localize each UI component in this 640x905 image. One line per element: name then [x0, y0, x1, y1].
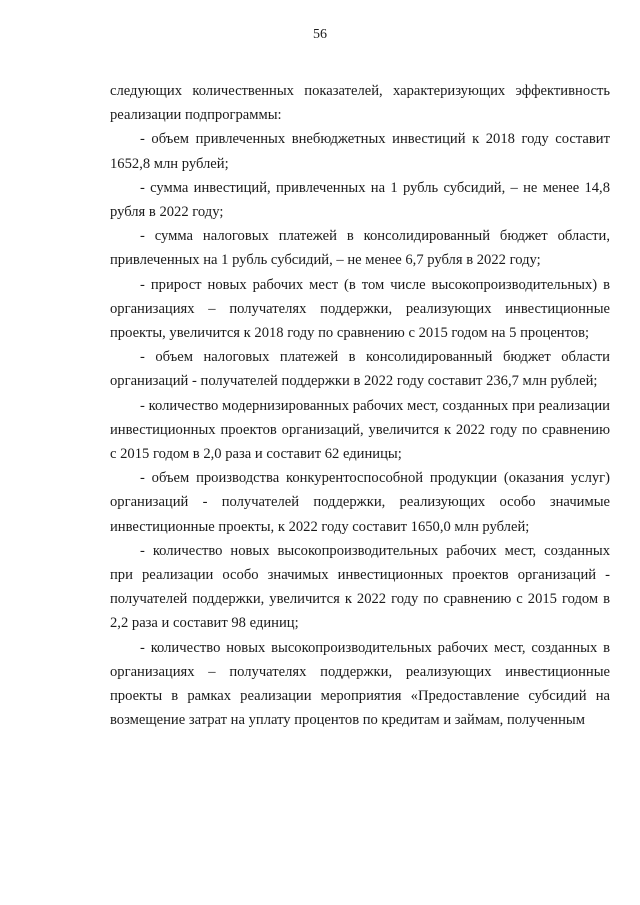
paragraph-tax-payments-volume: - объем налоговых платежей в консолидированный бюджет области организаций - получателей поддержки в 2022 году составит 236,7 млн рублей; [110, 349, 610, 390]
paragraph-new-jobs-subsidies: - количество новых высокопроизводительных рабочих мест, созданных в организациях – получателях поддержки, реализующих инвестиционные проекты в рамках реализации мероприятия «Предоставление субсидий на возмещение затрат на уплату процентов по кредитам и займам, полученным [110, 639, 610, 729]
body-text [110, 79, 610, 732]
paragraph-modernized-jobs: - количество модернизированных рабочих мест, созданных при реализации инвестиционных проектов организаций, увеличится к 2022 году по сравнению с 2015 годом в 2,0 раза и составит 62 единицы; [110, 397, 610, 463]
paragraph-tax-payments-per-ruble: - сумма налоговых платежей в консолидированный бюджет области, привлеченных на 1 рубль субсидий, – не менее 6,7 рубля в 2022 году; [110, 228, 610, 269]
paragraph-offbudget-investments: - объем привлеченных внебюджетных инвестиций к 2018 году составит 1652,8 млн рублей; [110, 131, 610, 172]
paragraph-high-productivity-jobs: - количество новых высокопроизводительных рабочих мест, созданных при реализации особо значимых инвестиционных проектов организаций - получателей поддержки, увеличится к 2022 году по сравнению с 2015 годом в 2,2 раза и составит 98 единиц; [110, 542, 610, 632]
paragraph-competitive-production: - объем производства конкурентоспособной продукции (оказания услуг) организаций - получателей поддержки, реализующих особо значимые инвестиционные проекты, к 2022 году составит 1650,0 млн рублей; [110, 470, 610, 535]
paragraph-investments-per-ruble: - сумма инвестиций, привлеченных на 1 рубль субсидий, – не менее 14,8 рубля в 2022 году; [110, 179, 610, 221]
page-number: 56 [313, 27, 327, 42]
paragraph-intro: следующих количественных показателей, характеризующих эффективность реализации подпрограммы: [110, 83, 610, 124]
paragraph-new-jobs-growth: - прирост новых рабочих мест (в том числе высокопроизводительных) в организациях – получателях поддержки, реализующих инвестиционные проекты, увеличится к 2018 году по сравнению с 2015 годом на 5 процентов; [110, 276, 610, 342]
